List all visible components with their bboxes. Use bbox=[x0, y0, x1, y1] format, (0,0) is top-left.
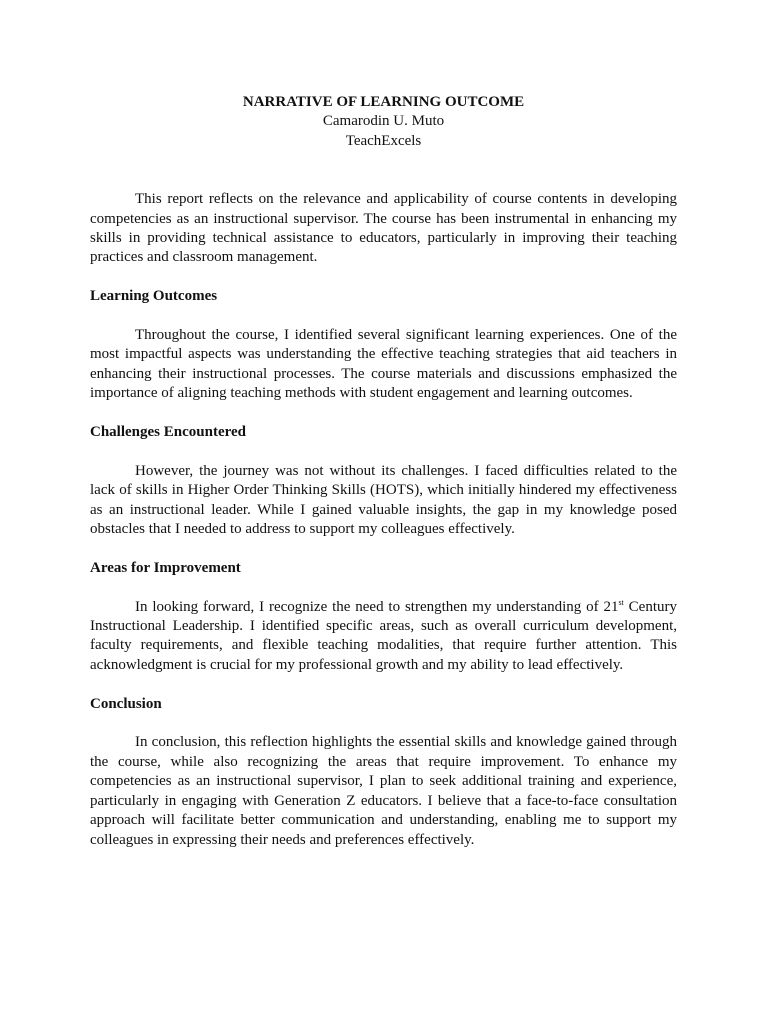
document-header bbox=[90, 93, 677, 151]
section-heading-improvement: Areas for Improvement bbox=[90, 559, 241, 576]
document-title: NARRATIVE OF LEARNING OUTCOME bbox=[242, 94, 525, 110]
section-body-conclusion: In conclusion, this reflection highlights the essential skills and knowledge gained through the course, while also recognizing the areas that require improvement. To enhance my competencies as an instructional supervisor, I plan to seek additional training and experience, particularly in engaging with Generation Z educators. I believe that a face-to-face consultation approach will facilitate better communication and understanding, enabling me to support my colleagues in expressing their needs and preferences effectively. bbox=[90, 734, 677, 848]
document-organization: TeachExcels bbox=[345, 132, 422, 149]
intro-paragraph: This report reflects on the relevance and applicability of course contents in developing competencies as an instructional supervisor. The course has been instrumental in enhancing my skills in providing technical assistance to educators, particularly in improving their teaching practices and classroom management. bbox=[90, 191, 677, 266]
improvement-text-before: In looking forward, I recognize the need to strengthen my understanding of 21 bbox=[135, 598, 619, 615]
improvement-text-after: Century Instructional Leadership. I identified specific areas, such as overall curriculum development, faculty requirements, and flexible teaching modalities, that require further attention. This acknowledgment is crucial for my professional growth and my ability to lead effectively. bbox=[90, 598, 678, 673]
section-heading-conclusion: Conclusion bbox=[90, 695, 162, 712]
document-author: Camarodin U. Muto bbox=[322, 113, 445, 130]
document-body bbox=[90, 93, 677, 850]
ordinal-superscript: st bbox=[618, 597, 624, 607]
section-heading-learning-outcomes: Learning Outcomes bbox=[90, 288, 218, 305]
section-body-learning-outcomes: Throughout the course, I identified several significant learning experiences. One of the most impactful aspects was understanding the effective teaching strategies that aid teachers in enhancing their instructional processes. The course materials and discussions emphasized the importance of aligning teaching methods with student engagement and learning outcomes. bbox=[90, 327, 677, 402]
section-body-improvement bbox=[90, 598, 677, 676]
section-body-challenges: However, the journey was not without its challenges. I faced difficulties related to the lack of skills in Higher Order Thinking Skills (HOTS), which initially hindered my effectiveness as an instructional leader. While I gained valuable insights, the gap in my knowledge posed obstacles that I needed to address to support my colleagues effectively. bbox=[90, 462, 677, 538]
section-heading-challenges: Challenges Encountered bbox=[90, 424, 246, 441]
